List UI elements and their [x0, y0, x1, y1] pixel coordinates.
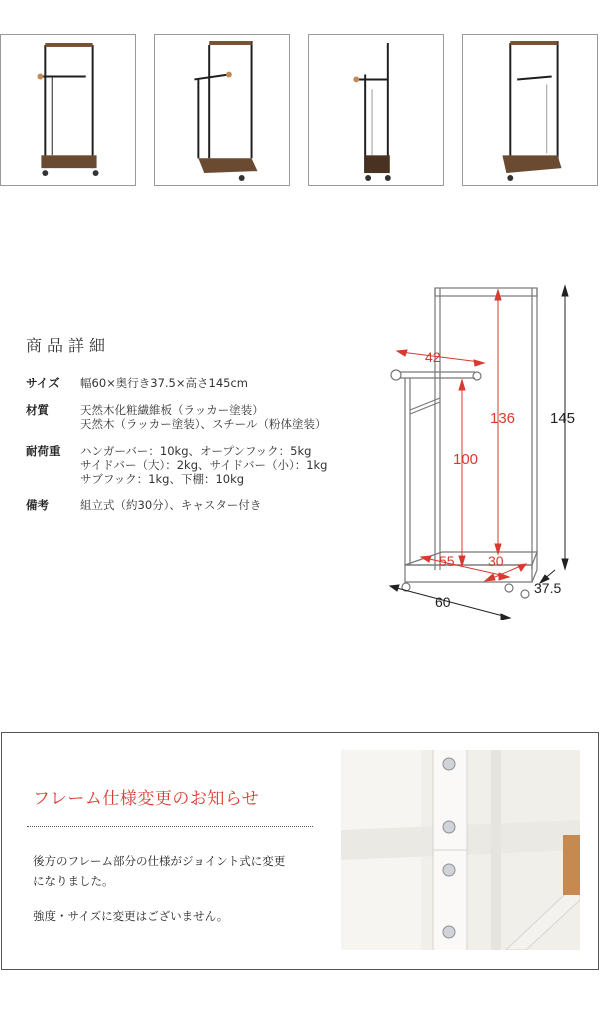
spec-value: サイドバー（大）：2kg、サイドバー（小）：1kg — [80, 458, 328, 472]
spec-value: 天然木（ラッカー塗装）、スチール（粉体塗装） — [80, 417, 327, 431]
rack-back-image — [463, 35, 597, 185]
notice-divider — [27, 826, 313, 827]
product-thumbnail-back-angle[interactable] — [462, 34, 598, 186]
dim-label-100: 100 — [453, 451, 479, 468]
spec-value: サブフック：1kg、下棚：10kg — [80, 472, 245, 486]
notice-body-line-2: になりました。 — [33, 874, 114, 888]
dim-label-42: 42 — [425, 349, 441, 365]
dim-label-145: 145 — [550, 410, 576, 427]
spec-value: 天然木化粧繊維板（ラッカー塗装） — [80, 403, 264, 417]
rack-angle-image — [155, 35, 289, 185]
dim-label-136: 136 — [490, 410, 516, 427]
joint-frame-photo — [341, 750, 580, 950]
dimension-diagram — [385, 280, 595, 620]
product-thumbnail-front[interactable] — [0, 34, 136, 186]
notice-body-line-1: 後方のフレーム部分の仕様がジョイント式に変更 — [33, 854, 286, 868]
product-thumbnail-front-angle[interactable] — [154, 34, 290, 186]
spec-label: 備考 — [26, 498, 49, 512]
notice-body-line-3: 強度・サイズに変更はございません。 — [33, 909, 229, 923]
rack-outline — [391, 288, 537, 598]
spec-value: 組立式（約30分）、キャスター付き — [80, 498, 262, 512]
dim-label-37-5: 37.5 — [534, 580, 562, 596]
dim-label-60: 60 — [435, 594, 451, 610]
spec-value: 幅60×奥行き37.5×高さ145cm — [80, 376, 248, 390]
notice-title: フレーム仕様変更のお知らせ — [33, 789, 260, 809]
rack-side-image — [309, 35, 443, 185]
dim-label-30: 30 — [488, 553, 504, 569]
spec-label: サイズ — [26, 376, 60, 390]
spec-label: 耐荷重 — [26, 444, 61, 458]
rack-front-image — [1, 35, 135, 185]
product-thumbnail-side[interactable] — [308, 34, 444, 186]
spec-label: 材質 — [26, 403, 49, 417]
spec-value: ハンガーバー：10kg、オープンフック：5kg — [80, 444, 312, 458]
spec-title: 商品詳細 — [26, 336, 111, 355]
dim-label-55: 55 — [439, 553, 455, 569]
